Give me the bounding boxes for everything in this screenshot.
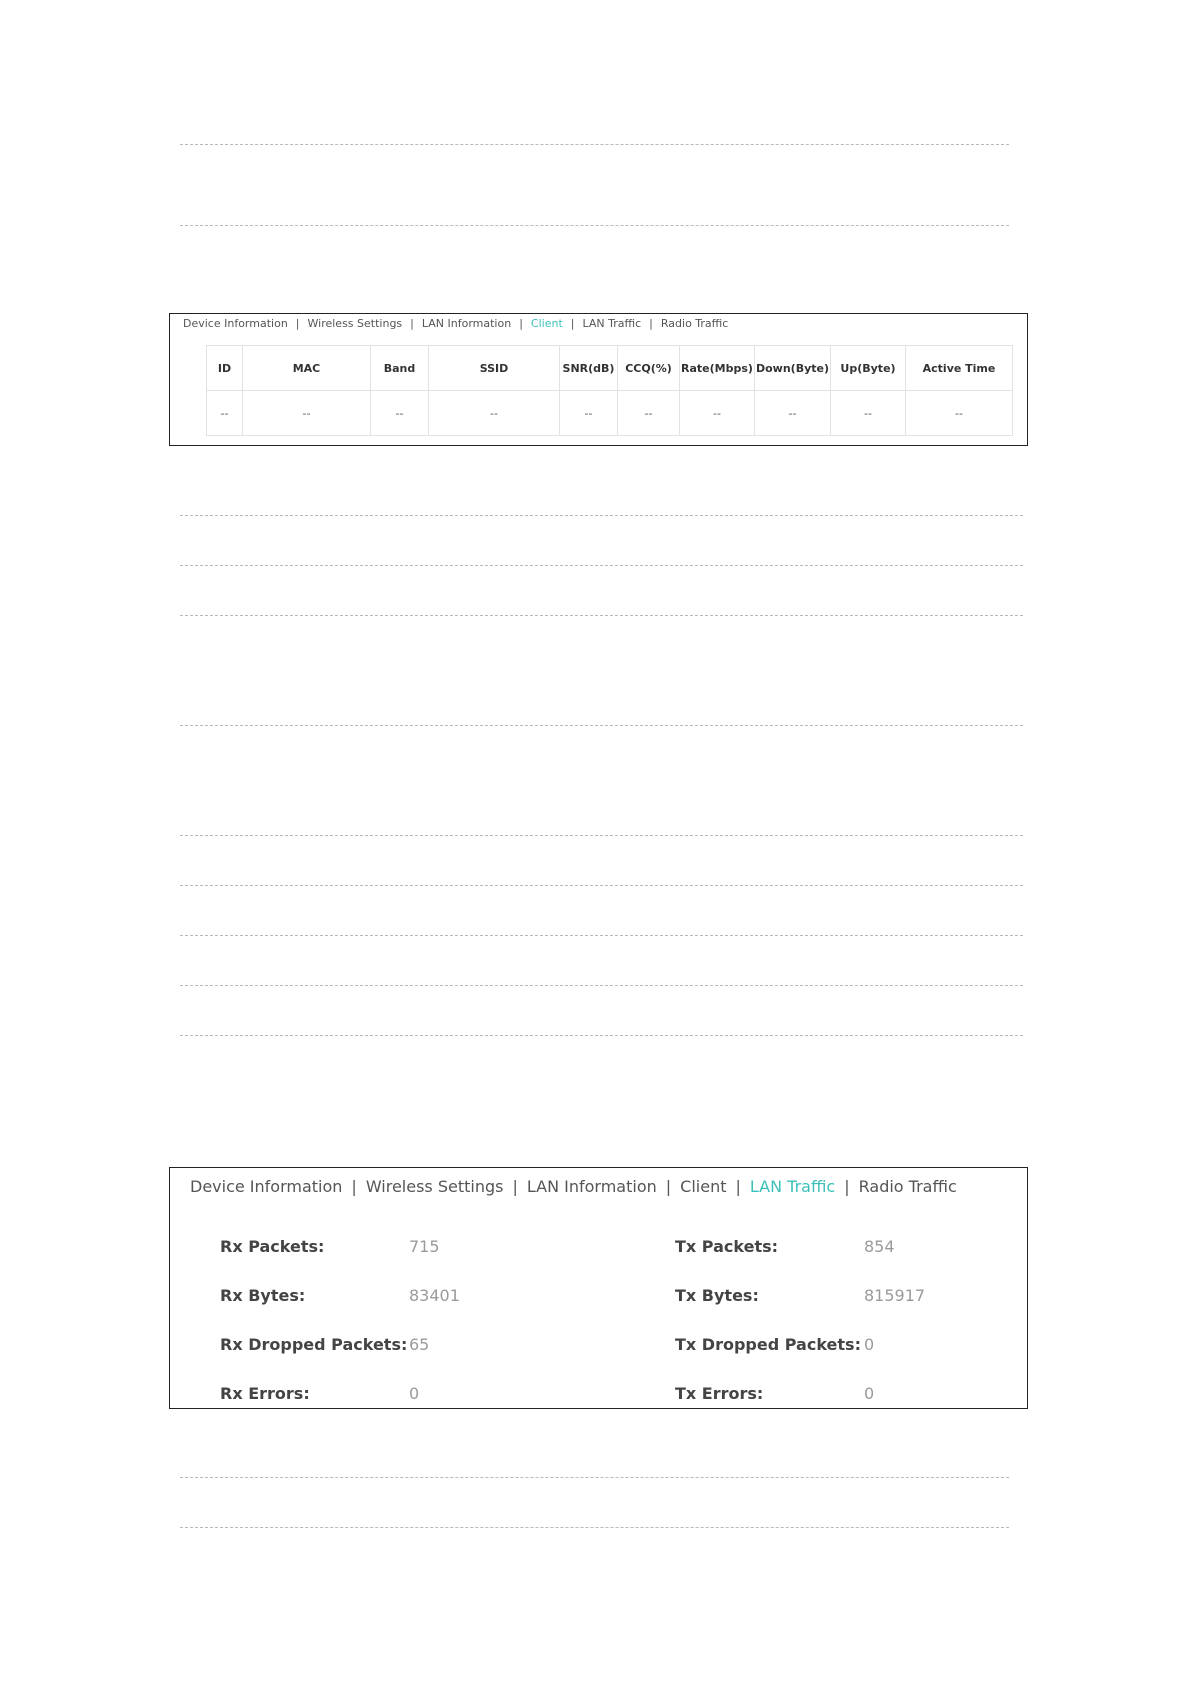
tab-radio-traffic[interactable]: Radio Traffic — [858, 1177, 957, 1196]
lan-traffic-panel — [169, 1167, 1028, 1409]
dashed-line — [180, 1527, 1009, 1528]
tab-separator: | — [295, 317, 300, 330]
tab-wireless-settings[interactable]: Wireless Settings — [365, 1177, 504, 1196]
tx-bytes-value: 815917 — [864, 1286, 926, 1305]
dashed-line — [180, 1477, 1009, 1478]
tab-radio-traffic[interactable]: Radio Traffic — [660, 317, 729, 330]
table-cell: -- — [680, 391, 755, 436]
table-cell: -- — [243, 391, 371, 436]
table-row — [207, 391, 1013, 436]
tx-dropped-packets-value: 0 — [864, 1335, 875, 1354]
column-header-id: ID — [207, 346, 243, 391]
tab-lan-information[interactable]: LAN Information — [526, 1177, 657, 1196]
table-cell: -- — [207, 391, 243, 436]
tab-separator: | — [735, 1177, 741, 1196]
column-header-ssid: SSID — [429, 346, 560, 391]
table-cell: -- — [755, 391, 831, 436]
column-header-ccq: CCQ(%) — [618, 346, 680, 391]
tx-errors-value: 0 — [864, 1384, 875, 1403]
client-table — [206, 345, 1013, 436]
tx-packets-label: Tx Packets: — [675, 1237, 779, 1256]
rx-errors-value: 0 — [409, 1384, 420, 1403]
table-header-row — [207, 346, 1013, 391]
column-header-up: Up(Byte) — [831, 346, 906, 391]
dashed-line — [180, 835, 1023, 836]
table-cell: -- — [618, 391, 680, 436]
tab-client[interactable]: Client — [680, 1177, 727, 1196]
tx-bytes-label: Tx Bytes: — [675, 1286, 759, 1305]
column-header-band: Band — [371, 346, 429, 391]
rx-packets-label: Rx Packets: — [220, 1237, 325, 1256]
tab-separator: | — [649, 317, 653, 330]
rx-errors-label: Rx Errors: — [220, 1384, 310, 1403]
column-header-snr: SNR(dB) — [560, 346, 618, 391]
tab-client[interactable]: Client — [530, 317, 563, 330]
dashed-line — [180, 935, 1023, 936]
tab-separator: | — [410, 317, 414, 330]
tab-separator: | — [351, 1177, 357, 1196]
rx-dropped-packets-value: 65 — [409, 1335, 430, 1354]
column-header-rate: Rate(Mbps) — [680, 346, 755, 391]
tx-dropped-packets-label: Tx Dropped Packets: — [675, 1335, 861, 1354]
tab-separator: | — [844, 1177, 850, 1196]
tx-packets-value: 854 — [864, 1237, 895, 1256]
tab-wireless-settings[interactable]: Wireless Settings — [307, 317, 403, 330]
dashed-line — [180, 725, 1023, 726]
rx-bytes-label: Rx Bytes: — [220, 1286, 306, 1305]
tab-separator: | — [519, 317, 523, 330]
table-cell: -- — [560, 391, 618, 436]
tab-lan-traffic[interactable]: LAN Traffic — [582, 317, 642, 330]
table-cell: -- — [429, 391, 560, 436]
tab-lan-traffic[interactable]: LAN Traffic — [749, 1177, 836, 1196]
tab-separator: | — [570, 317, 575, 330]
dashed-line — [180, 1035, 1023, 1036]
tab-separator: | — [665, 1177, 672, 1196]
dashed-line — [180, 615, 1023, 616]
tab-device-information[interactable]: Device Information — [190, 1177, 343, 1196]
dashed-line — [180, 985, 1023, 986]
column-header-down: Down(Byte) — [755, 346, 831, 391]
rx-dropped-packets-label: Rx Dropped Packets: — [220, 1335, 408, 1354]
tab-lan-information[interactable]: LAN Information — [421, 317, 512, 330]
table-cell: -- — [831, 391, 906, 436]
status-tabs — [190, 1176, 957, 1198]
dashed-line — [180, 515, 1023, 516]
status-tabs — [183, 315, 728, 333]
client-panel — [169, 313, 1028, 446]
column-header-mac: MAC — [243, 346, 371, 391]
dashed-line — [180, 885, 1023, 886]
table-cell: -- — [371, 391, 429, 436]
tx-errors-label: Tx Errors: — [675, 1384, 764, 1403]
rx-bytes-value: 83401 — [409, 1286, 460, 1305]
tab-device-information[interactable]: Device Information — [183, 317, 288, 330]
rx-packets-value: 715 — [409, 1237, 440, 1256]
dashed-line — [180, 225, 1009, 226]
dashed-line — [180, 565, 1023, 566]
column-header-active-time: Active Time — [906, 346, 1013, 391]
table-cell: -- — [906, 391, 1013, 436]
tab-separator: | — [512, 1177, 518, 1196]
dashed-line — [180, 144, 1009, 145]
